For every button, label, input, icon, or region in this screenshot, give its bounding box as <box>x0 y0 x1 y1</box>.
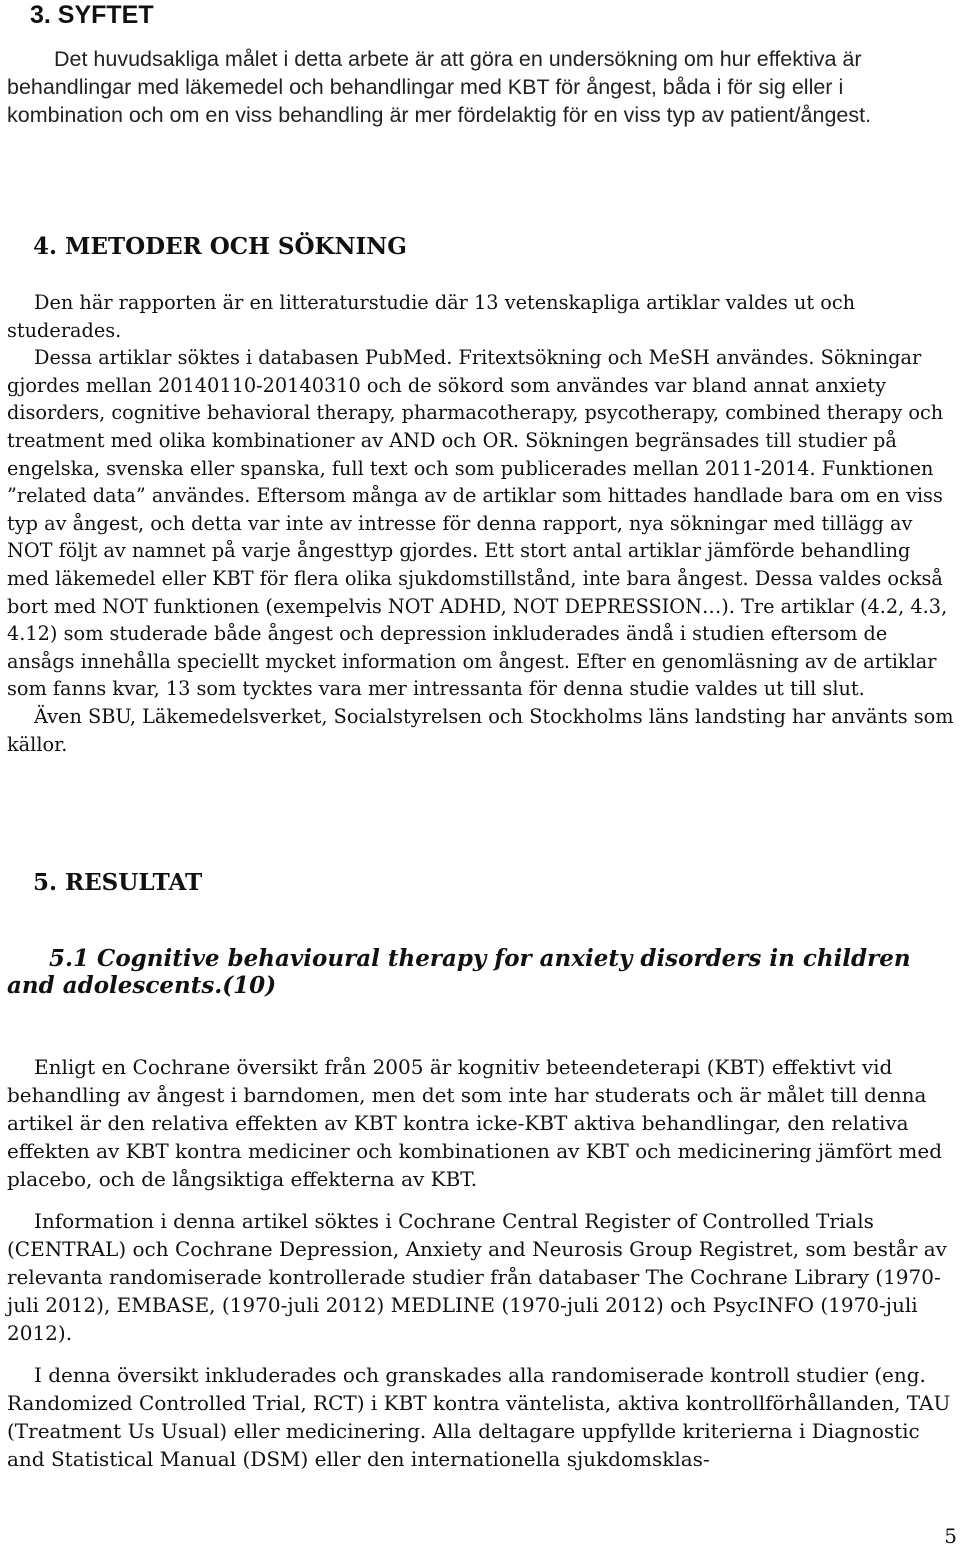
paragraph-text: Enligt en Cochrane översikt från 2005 är kognitiv beteendeterapi (KBT) effektivt vid behandling av ångest i barndomen, men det som inte har studerats och är målet till denna artikel är den relativa effekten av KBT kontra icke-KBT aktiva behandlingar, den relativa effekten av KBT kontra mediciner och kombinationen av KBT och medicinering jämfört med placebo, och de långsiktiga effekterna av KBT. <box>7 1055 943 1191</box>
section-4-paragraph-text: Dessa artiklar söktes i databasen PubMed. Fritextsökning och MeSH användes. Sökningar gjordes mellan 20140110-20140310 och de sökord som användes var bland annat anxiety disorders, cognitive behavioral therapy, pharmacotherapy, psycotherapy, combined therapy och treatment med olika kombinationer av AND och OR. Sökningen begränsades till studier på engelska, svenska eller spanska, full text och som publicerades mellan 2011-2014. Funktionen ”related data” användes. Eftersom många av de artiklar som hittades handlade bara om en viss typ av ångest, och detta var inte av intresse för denna rapport, nya sökningar med tillägg av NOT följt av namnet på varje ångesttyp gjordes. Ett stort antal artiklar jämförde behandling med läkemedel eller KBT för flera olika sjukdomstillstånd, inte bara ångest. Dessa valdes också bort med NOT funktionen (exempelvis NOT ADHD, NOT DEPRESSION…). Tre artiklar (4.2, 4.3, 4.12) som studerade både ångest och depression inkluderades ändå i studien eftersom de ansågs innehålla speciellt mycket information om ångest. Efter en genomläsning av de artiklar som fanns kvar, 13 som tycktes vara mer intressanta för denna studie valdes ut till slut. <box>7 346 948 701</box>
section-5-paragraph-3 <box>7 1361 957 1473</box>
section-5-1-heading <box>7 945 952 999</box>
section-5-heading: 5. RESULTAT <box>33 869 203 896</box>
section-3-heading: 3. SYFTET <box>30 1 154 29</box>
section-5-paragraph-2 <box>7 1207 957 1347</box>
section-3-text: Det huvudsakliga målet i detta arbete är att göra en undersökning om hur effektiva är behandlingar med läkemedel och behandlingar med KBT för ångest, båda i för sig eller i kombination och om en viss behandling är mer fördelaktig för en viss typ av patient/ångest. <box>7 47 872 127</box>
section-4-paragraph <box>7 289 957 344</box>
section-4-heading: 4. METODER OCH SÖKNING <box>33 233 407 260</box>
section-4-body <box>7 289 957 758</box>
section-4-paragraph <box>7 344 957 703</box>
paragraph-text: I denna översikt inkluderades och granskades alla randomiserade kontroll studier (eng. Randomized Controlled Trial, RCT) i KBT kontra väntelista, aktiva kontrollförhållanden, TAU (Treatment Us Usual) eller medicinering. Alla deltagare uppfyllde kriterierna i Diagnostic and Statistical Manual (DSM) eller den internationella sjukdomsklas- <box>7 1363 951 1471</box>
section-5-paragraph-1 <box>7 1053 957 1193</box>
section-4-paragraph-text: Även SBU, Läkemedelsverket, Socialstyrelsen och Stockholms läns landsting har använts som källor. <box>7 704 954 756</box>
paragraph-text: Information i denna artikel söktes i Cochrane Central Register of Controlled Trials (CENTRAL) och Cochrane Depression, Anxiety and Neurosis Group Registret, som består av relevanta randomiserade kontrollerade studier från databaser The Cochrane Library (1970-juli 2012), EMBASE, (1970-juli 2012) MEDLINE (1970-juli 2012) och PsycINFO (1970-juli 2012). <box>7 1209 947 1345</box>
section-4-paragraph-text: Den här rapporten är en litteraturstudie där 13 vetenskapliga artiklar valdes ut och studerades. <box>7 291 856 342</box>
page-number: 5 <box>944 1524 957 1548</box>
section-4-paragraph <box>7 703 957 758</box>
section-3-body <box>7 45 956 129</box>
section-5-1-heading-text: 5.1 Cognitive behavioural therapy for anxiety disorders in children and adolescents.(10) <box>7 945 911 999</box>
